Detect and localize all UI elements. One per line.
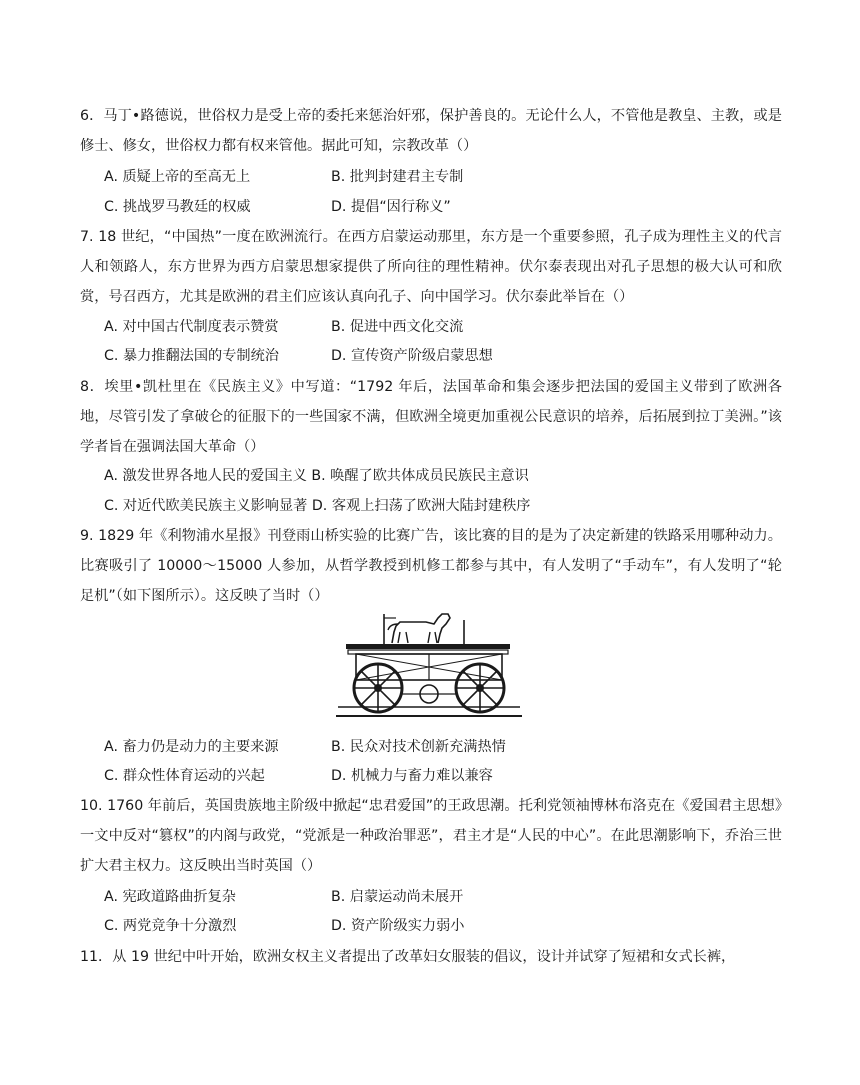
question-6-option-c: C. 挑战罗马教廷的权威 [104,199,251,215]
question-6-option-a: A. 质疑上帝的至高无上 [104,169,251,185]
question-7-option-c: C. 暴力推翻法国的专制统治 [104,348,279,364]
question-9-option-a: A. 畜力仍是动力的主要来源 [104,739,279,755]
question-10-option-c: C. 两党竞争十分激烈 [104,918,237,934]
question-9-option-c: C. 群众性体育运动的兴起 [104,768,265,784]
wheel-foot-machine-figure [334,610,524,722]
question-7-option-d: D. 宣传资产阶级启蒙思想 [331,348,493,364]
question-8-options-cd: C. 对近代欧美民族主义影响显著 D. 客观上扫荡了欧洲大陆封建秩序 [104,498,531,514]
question-9-stem: 9. 1829 年《利物浦水星报》刊登雨山桥实验的比赛广告，该比赛的目的是为了决定新建的铁路采用哪种动力。比赛吸引了 10000～15000 人参加，从哲学教授到机修工都参与其中，有人发明了“手动车”，有人发明了“轮足机”（如下图所示）。这反映了当时（） [80,528,782,604]
question-7-stem: 7. 18 世纪，“中国热”一度在欧洲流行。在西方启蒙运动那里，东方是一个重要参照，孔子成为理性主义的代言人和领路人，东方世界为西方启蒙思想家提供了所向往的理性精神。伏尔泰表现出对孔子思想的极大认可和欣赏，号召西方，尤其是欧洲的君主们应该认真向孔子、向中国学习。伏尔泰此举旨在（） [80,229,782,305]
question-7-option-a: A. 对中国古代制度表示赞赏 [104,319,279,335]
question-10-option-b: B. 启蒙运动尚未展开 [331,889,464,905]
question-8-stem: 8．埃里•凯杜里在《民族主义》中写道：“1792 年后，法国革命和集会逐步把法国的爱国主义带到了欧洲各地，尽管引发了拿破仑的征服下的一些国家不满，但欧洲全境更加重视公民意识的培养，后拓展到拉丁美洲。”该学者旨在强调法国大革命（） [80,379,782,455]
question-6-option-b: B. 批判封建君主专制 [331,169,464,185]
question-7-option-b: B. 促进中西文化交流 [331,319,464,335]
question-11-stem: 11．从 19 世纪中叶开始，欧洲女权主义者提出了改革妇女服装的倡议，设计并试穿了短裙和女式长裤， [80,949,736,965]
left-wheel-icon [354,664,402,712]
question-8-options-ab: A. 激发世界各地人民的爱国主义 B. 唤醒了欧共体成员民族民主意识 [104,468,529,484]
question-10-option-d: D. 资产阶级实力弱小 [331,918,465,934]
right-wheel-icon [456,664,504,712]
question-10-stem: 10. 1760 年前后，英国贵族地主阶级中掀起“忠君爱国”的王政思潮。托利党领袖博林布洛克在《爱国君主思想》一文中反对“篡权”的内阁与政党，“党派是一种政治罪恶”，君主才是“人民的中心”。在此思潮影响下，乔治三世扩大君主权力。这反映出当时英国（） [80,798,782,874]
question-6-option-d: D. 提倡“因行称义” [331,199,451,215]
question-9-option-d: D. 机械力与畜力难以兼容 [331,768,493,784]
question-6-stem: 6．马丁•路德说，世俗权力是受上帝的委托来惩治奸邪，保护善良的。无论什么人，不管他是教皇、主教，或是修士、修女，世俗权力都有权来管他。据此可知，宗教改革（） [80,108,782,154]
question-9-option-b: B. 民众对技术创新充满热情 [331,739,506,755]
question-10-option-a: A. 宪政道路曲折复杂 [104,889,236,905]
